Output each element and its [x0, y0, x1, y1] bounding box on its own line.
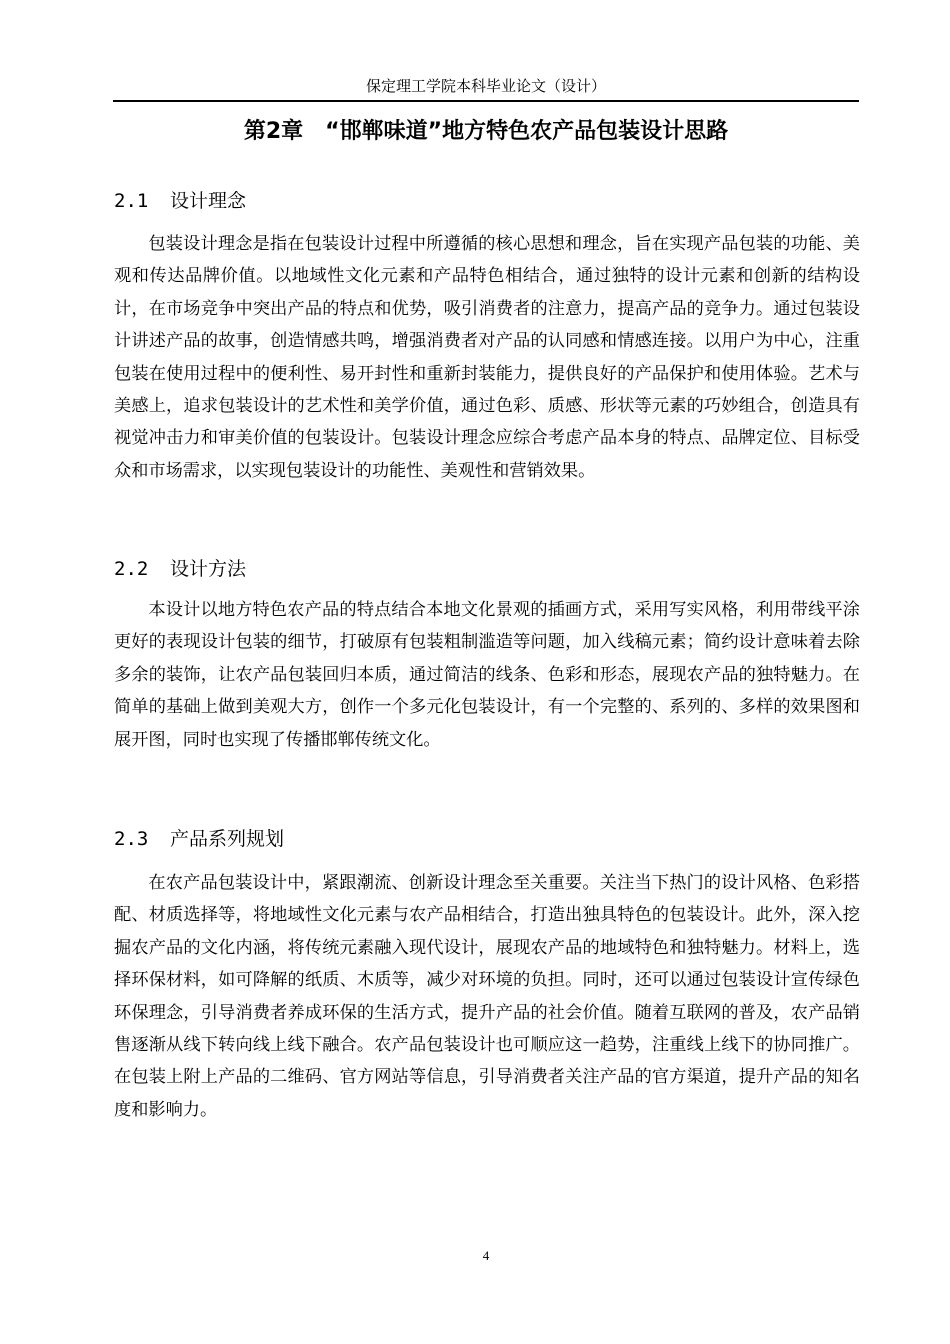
section-heading-2-3	[114, 826, 284, 852]
section-heading-2-1	[114, 188, 246, 214]
running-header: 保定理工学院本科毕业论文（设计）	[365, 77, 606, 95]
section-body-2-3: 在农产品包装设计中，紧跟潮流、创新设计理念至关重要。关注当下热门的设计风格、色彩搭配、材质选择等，将地域性文化元素与农产品相结合，打造出独具特色的包装设计。此外，深入挖掘农产品的文化内涵，将传统元素融入现代设计，展现农产品的地域特色和独特魅力。材料上，选择环保材料，如可降解的纸质、木质等，减少对环境的负担。同时，还可以通过包装设计宣传绿色环保理念，引导消费者养成环保的生活方式，提升产品的社会价值。随着互联网的普及，农产品销售逐渐从线下转向线上线下融合。农产品包装设计也可顺应这一趋势，注重线上线下的协同推广。在包装上附上产品的二维码、官方网站等信息，引导消费者关注产品的官方渠道，提升产品的知名度和影响力。	[114, 873, 860, 1120]
section-body-2-2: 本设计以地方特色农产品的特点结合本地文化景观的插画方式，采用写实风格，利用带线平涂更好的表现设计包装的细节，打破原有包装粗制滥造等问题，加入线稿元素；简约设计意味着去除多余的装饰，让农产品包装回归本质，通过简洁的线条、色彩和形态，展现农产品的独特魅力。在简单的基础上做到美观大方，创作一个多元化包装设计，有一个完整的、系列的、多样的效果图和展开图，同时也实现了传播邯郸传统文化。	[114, 600, 860, 750]
section-title: 设计理念	[170, 190, 247, 212]
section-number: 2.1	[114, 190, 149, 212]
section-number: 2.2	[114, 558, 149, 580]
section-body-2-1: 包装设计理念是指在包装设计过程中所遵循的核心思想和理念，旨在实现产品包装的功能、美观和传达品牌价值。以地域性文化元素和产品特色相结合，通过独特的设计元素和创新的结构设计，在市场竞争中突出产品的特点和优势，吸引消费者的注意力，提高产品的竞争力。通过包装设计讲述产品的故事，创造情感共鸣，增强消费者对产品的认同感和情感连接。以用户为中心，注重包装在使用过程中的便利性、易开封性和重新封装能力，提供良好的产品保护和使用体验。艺术与美感上，追求包装设计的艺术性和美学价值，通过色彩、质感、形状等元素的巧妙组合，创造具有视觉冲击力和审美价值的包装设计。包装设计理念应综合考虑产品本身的特点、品牌定位、目标受众和市场需求，以实现包装设计的功能性、美观性和营销效果。	[114, 234, 860, 481]
chapter-title: 第2章 “邯郸味道”地方特色农产品包装设计思路	[243, 119, 729, 144]
section-heading-2-2	[114, 556, 246, 582]
section-title: 设计方法	[170, 558, 247, 580]
page-number: 4	[482, 1248, 490, 1263]
section-number: 2.3	[114, 828, 149, 850]
section-title: 产品系列规划	[170, 828, 285, 850]
header-rule	[113, 100, 859, 102]
